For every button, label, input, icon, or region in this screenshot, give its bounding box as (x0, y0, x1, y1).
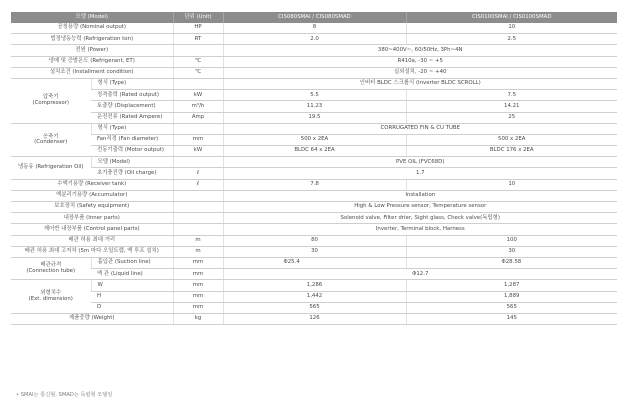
row-unit: Amp (173, 112, 223, 123)
header-unit: 단위 (Unit) (173, 12, 223, 23)
table-row (11, 313, 617, 324)
sub-label: 정격출력 (Rated output) (91, 90, 173, 101)
row-unit: m (173, 235, 223, 246)
row-label: 법정냉동능력 (Refrigeration ton) (11, 34, 173, 45)
group-condenser (11, 123, 91, 157)
table-row (11, 90, 617, 101)
row-label: 수액기용량 (Receiver tank) (11, 179, 173, 190)
cell-value-merged: Inverter, Terminal block, Harness (223, 224, 617, 235)
cell-value-a: 7.8 (223, 179, 406, 190)
cell-value-b: 1,889 (406, 291, 617, 302)
table-row (11, 112, 617, 123)
cell-value-b: 10 (406, 23, 617, 34)
row-label: 배관 허용 최대 거리 (11, 235, 173, 246)
table-row (11, 269, 617, 280)
table-header (11, 12, 617, 23)
cell-value-a: 1,442 (223, 291, 406, 302)
cell-value-a: 80 (223, 235, 406, 246)
table-row (11, 257, 617, 268)
row-unit (173, 224, 223, 235)
sub-label: 형식 (Type) (91, 78, 173, 89)
cell-value-a: 5.5 (223, 90, 406, 101)
row-unit: mm (173, 280, 223, 291)
cell-value-a: Φ25.4 (223, 257, 406, 268)
row-unit: m³/h (173, 101, 223, 112)
sub-label: W (91, 280, 173, 291)
cell-value-a: 1,286 (223, 280, 406, 291)
row-label: 제품중량 (Weight) (11, 313, 173, 324)
table-row (11, 168, 617, 179)
row-label: 배관 허용 최대 고저차 (5m 마다 오일트랩, 액 루프 설치) (11, 246, 173, 257)
cell-value-b: 30 (406, 246, 617, 257)
row-unit: HP (173, 23, 223, 34)
group-label-en: (Condenser) (34, 138, 68, 145)
cell-value-merged: PVE OIL (FVC68D) (223, 157, 617, 168)
table-row (11, 280, 617, 291)
table-row (11, 157, 617, 168)
table-row (11, 224, 617, 235)
row-label: 액분리기용량 (Accumulator) (11, 190, 173, 201)
cell-value-merged: Solenoid valve, Filter drier, Sight glass, Check valve(독립형) (223, 213, 617, 224)
sub-label: 모델 (Model) (91, 157, 173, 168)
row-label: 냉매 및 증발온도 (Refrigerant, ET) (11, 56, 173, 67)
group-label: 압축기 (42, 94, 59, 101)
table-row (11, 56, 617, 67)
cell-value-b: Φ28.58 (406, 257, 617, 268)
cell-value-a: 8 (223, 23, 406, 34)
cell-value-merged: 380~400V~, 60/50Hz, 3Ph~4N (223, 45, 617, 56)
spec-table (11, 12, 617, 325)
table-row (11, 34, 617, 45)
row-unit: m (173, 246, 223, 257)
cell-value-a: 565 (223, 302, 406, 313)
row-unit (173, 123, 223, 134)
row-label: 내장부품 (Inner parts) (11, 213, 173, 224)
table-row (11, 123, 617, 134)
group-label: 응축기 (42, 133, 59, 140)
cell-value-merged: 1.7 (223, 168, 617, 179)
footnote: • SMAI는 통신형, SMAD는 독립형 모델임 (16, 392, 113, 398)
header-model: 모델 (Model) (11, 12, 173, 23)
row-unit: kg (173, 313, 223, 324)
cell-value-a: 2.0 (223, 34, 406, 45)
table-row (11, 179, 617, 190)
sub-label: 액 관 (Liquid line) (91, 269, 173, 280)
row-unit: kW (173, 90, 223, 101)
header-model-b: CIS0100SMAI / CIS0100SMAD (406, 12, 617, 23)
cell-value-a: BLDC 64 x 2EA (223, 146, 406, 157)
cell-value-b: BLDC 176 x 2EA (406, 146, 617, 157)
group-label-en: (Ext. dimension) (28, 295, 73, 302)
cell-value-a: 126 (223, 313, 406, 324)
table-row (11, 246, 617, 257)
cell-value-merged: 인버터 BLDC 스크롤식 (Inverter BLDC SCROLL) (223, 78, 617, 89)
sub-label: 초기충진량 (Oil charge) (91, 168, 173, 179)
sub-label: 전동기출력 (Motor output) (91, 146, 173, 157)
table-row (11, 67, 617, 78)
group-compressor (11, 78, 91, 123)
group-connection (11, 257, 91, 279)
row-unit: mm (173, 291, 223, 302)
row-unit: ℓ (173, 168, 223, 179)
cell-value-merged: Φ12.7 (223, 269, 617, 280)
group-label-en: (Connection tube) (26, 267, 76, 274)
table-row (11, 213, 617, 224)
cell-value-b: 25 (406, 112, 617, 123)
header-model-a: CIS080SMAI / CIS080SMAD (223, 12, 406, 23)
group-label: 외형치수 (40, 290, 62, 297)
cell-value-b: 100 (406, 235, 617, 246)
row-unit (173, 157, 223, 168)
row-unit (173, 213, 223, 224)
cell-value-a: 500 x 2EA (223, 134, 406, 145)
row-unit: mm (173, 269, 223, 280)
row-label: 전원 (Power) (11, 45, 173, 56)
group-dimension (11, 280, 91, 314)
row-unit: mm (173, 302, 223, 313)
cell-value-merged: Installation (223, 190, 617, 201)
table-row (11, 190, 617, 201)
table-row (11, 146, 617, 157)
table-row (11, 101, 617, 112)
row-label: 제어반 내장부품 (Control panel parts) (11, 224, 173, 235)
cell-value-b: 565 (406, 302, 617, 313)
row-label: 보호장치 (Safety equipment) (11, 202, 173, 213)
row-unit (173, 202, 223, 213)
cell-value-b: 500 x 2EA (406, 134, 617, 145)
table-row (11, 291, 617, 302)
sub-label: 형식 (Type) (91, 123, 173, 134)
cell-value-a: 19.5 (223, 112, 406, 123)
group-oil: 냉동유 (Refrigeration Oil) (11, 157, 91, 179)
table-row (11, 302, 617, 313)
cell-value-a: 11.23 (223, 101, 406, 112)
row-unit (173, 45, 223, 56)
table-row (11, 134, 617, 145)
cell-value-a: 30 (223, 246, 406, 257)
table-row (11, 202, 617, 213)
row-unit (173, 78, 223, 89)
sub-label: 흡입관 (Suction line) (91, 257, 173, 268)
row-unit: RT (173, 34, 223, 45)
table-row (11, 23, 617, 34)
cell-value-merged: CORRUGATED FIN & CU TUBE (223, 123, 617, 134)
row-unit: mm (173, 134, 223, 145)
cell-value-b: 1,287 (406, 280, 617, 291)
row-unit: kW (173, 146, 223, 157)
row-label: 설치조건 (Installment condition) (11, 67, 173, 78)
cell-value-merged: R410a, -30 ~ +5 (223, 56, 617, 67)
row-unit (173, 190, 223, 201)
sub-label: Fan직경 (Fan diameter) (91, 134, 173, 145)
cell-value-b: 10 (406, 179, 617, 190)
cell-value-b: 7.5 (406, 90, 617, 101)
cell-value-merged: High & Low Pressure sensor, Temperature sensor (223, 202, 617, 213)
sub-label: D (91, 302, 173, 313)
group-label-en: (Compressor) (32, 99, 69, 106)
table-row (11, 78, 617, 89)
sub-label: 운전전류 (Rated Ampere) (91, 112, 173, 123)
cell-value-b: 14.21 (406, 101, 617, 112)
group-label: 배관규격 (40, 262, 62, 269)
row-unit: ℃ (173, 67, 223, 78)
row-unit: mm (173, 257, 223, 268)
cell-value-b: 145 (406, 313, 617, 324)
sub-label: H (91, 291, 173, 302)
row-unit: ℃ (173, 56, 223, 67)
table-row (11, 45, 617, 56)
cell-value-b: 2.5 (406, 34, 617, 45)
row-label: 공칭용량 (Nominal output) (11, 23, 173, 34)
sub-label: 토출량 (Displacement) (91, 101, 173, 112)
cell-value-merged: 실외설치, -20 ~ +40 (223, 67, 617, 78)
table-row (11, 235, 617, 246)
row-unit: ℓ (173, 179, 223, 190)
